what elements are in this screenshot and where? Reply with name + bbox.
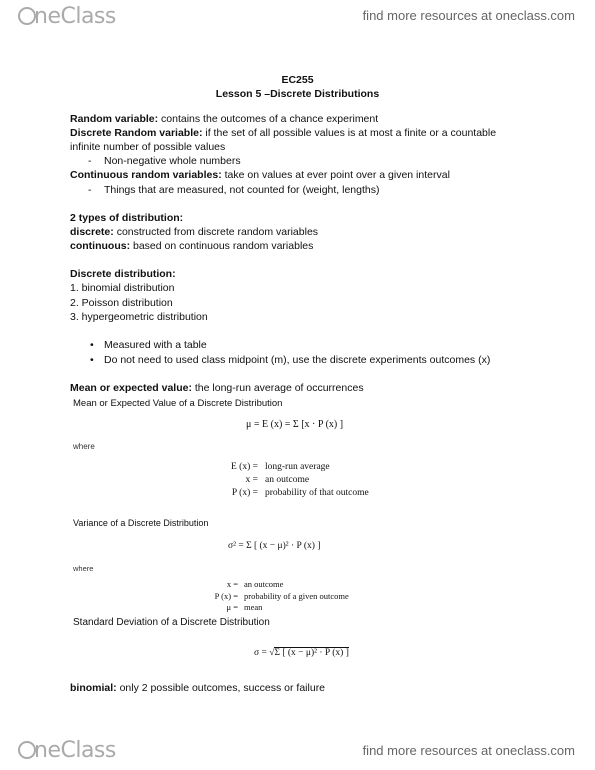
sd-title: Standard Deviation of a Discrete Distribution xyxy=(73,617,270,628)
mean-line: Mean or expected value: the long-run average of occurrences xyxy=(70,382,364,394)
logo-o-icon xyxy=(18,741,36,759)
var-desc: an outcome xyxy=(244,579,284,589)
mean-desc: probability of that outcome xyxy=(265,488,369,498)
dd-item: 1. binomial distribution xyxy=(70,282,175,294)
rv-line: Random variable: contains the outcomes of a chance experiment xyxy=(70,113,379,125)
var-sym: μ = xyxy=(226,602,238,612)
logo-o-icon xyxy=(18,7,36,25)
dd-item: 3. hypergeometric distribution xyxy=(70,311,208,323)
continuous-line: continuous: based on continuous random variables xyxy=(70,240,314,252)
drv-line-2: infinite number of possible values xyxy=(70,141,226,153)
mean-sym: E (x) = xyxy=(231,462,258,472)
binomial-line: binomial: only 2 possible outcomes, success or failure xyxy=(70,682,326,694)
oneclass-logo-footer: neClass xyxy=(18,738,116,763)
types-heading: 2 types of distribution: xyxy=(70,212,184,224)
where-label: where xyxy=(73,564,94,573)
bullet-item: • Do not need to used class midpoint (m), use the discrete experiments outcomes (x) xyxy=(104,353,490,367)
oneclass-logo: neClass xyxy=(18,4,116,29)
footer-link[interactable]: find more resources at oneclass.com xyxy=(362,743,575,758)
var-desc: mean xyxy=(244,602,263,612)
sqrt-icon: √ xyxy=(269,648,275,658)
var-desc: probability of a given outcome xyxy=(244,591,349,601)
course-code: EC255 xyxy=(281,74,314,86)
mean-formula: μ = E (x) = Σ [x · P (x) ] xyxy=(246,419,344,430)
variance-formula: σ² = Σ [ (x − μ)² · P (x) ] xyxy=(228,541,321,551)
discrete-line: discrete: constructed from discrete random variables xyxy=(70,226,319,238)
var-sym: P (x) = xyxy=(214,591,238,601)
where-label: where xyxy=(73,442,95,451)
mean-sym: x = xyxy=(245,475,258,485)
mean-desc: long-run average xyxy=(265,462,330,472)
drv-bullet: - Non-negative whole numbers xyxy=(104,154,241,168)
bullet-item: • Measured with a table xyxy=(104,338,207,352)
mean-image-title: Mean or Expected Value of a Discrete Distribution xyxy=(73,398,283,409)
dd-item: 2. Poisson distribution xyxy=(70,297,173,309)
header-link[interactable]: find more resources at oneclass.com xyxy=(362,8,575,23)
var-sym: x = xyxy=(226,579,238,589)
variance-title: Variance of a Discrete Distribution xyxy=(73,518,209,528)
mean-sym: P (x) = xyxy=(231,488,258,498)
crv-line: Continuous random variables: take on values at ever point over a given interval xyxy=(70,169,450,181)
lesson-title: Lesson 5 –Discrete Distributions xyxy=(215,88,380,100)
crv-bullet: - Things that are measured, not counted for (weight, lengths) xyxy=(104,183,380,197)
mean-desc: an outcome xyxy=(265,475,310,485)
dd-heading: Discrete distribution: xyxy=(70,268,176,280)
sd-formula: σ = √Σ [ (x − μ)² · P (x) ] xyxy=(254,648,349,658)
drv-line: Discrete Random variable: if the set of all possible values is at most a finite or a countable xyxy=(70,127,497,139)
